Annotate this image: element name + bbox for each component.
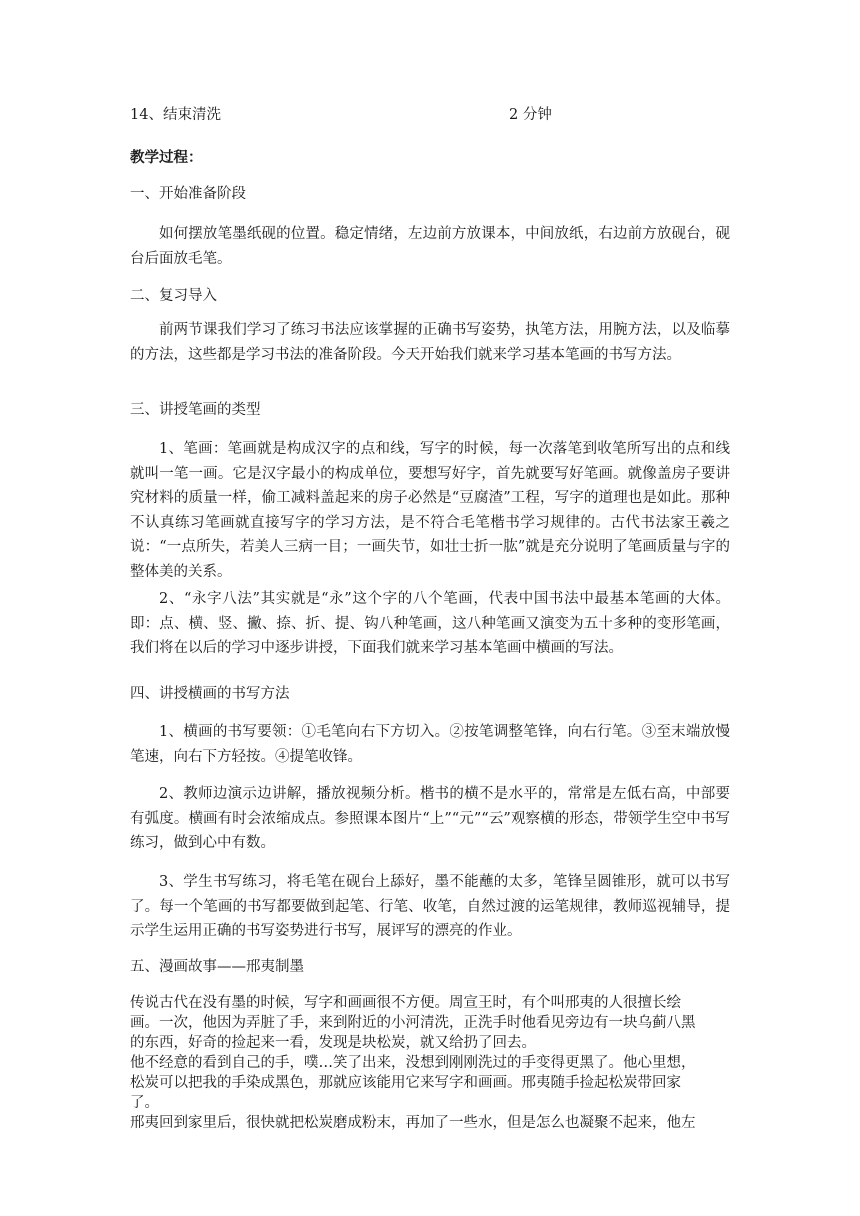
section-5-heading: 五、漫画故事——邢夷制墨: [130, 959, 304, 975]
process-heading: 教学过程：: [130, 149, 203, 166]
item-14-duration: 2 分钟: [509, 107, 552, 123]
story-line: 松炭可以把我的手染成黑色，那就应该能用它来写字和画画。邢夷随手捡起松炭带回家: [130, 1075, 681, 1091]
section-1-heading: 一、开始准备阶段: [130, 186, 246, 202]
section-4-heading: 四、讲授横画的书写方法: [130, 686, 290, 702]
story-text: [130, 993, 736, 1133]
story-line: 画。一次，他因为弄脏了手，来到附近的小河清洗，正洗手时他看见旁边有一块乌蓟八黑: [130, 1015, 696, 1031]
section-2-heading: 二、复习导入: [130, 288, 217, 304]
section-3-heading: 三、讲授笔画的类型: [130, 402, 261, 418]
section-4-paragraph-2: 2、教师边演示边讲解，播放视频分析。楷书的横不是水平的，常常是左低右高，中部要有弧度。横画有时会浓缩成点。参照课本图片“上”“元”“云”观察横的形态，带领学生空中书写练习，做到心中有数。: [130, 786, 730, 851]
section-1-paragraph: 如何摆放笔墨纸砚的位置。稳定情绪，左边前方放课本，中间放纸，右边前方放砚台，砚台后面放毛笔。: [130, 226, 730, 267]
item-14-label: 14、结束清洗: [130, 107, 221, 123]
section-3-paragraph-1: 1、笔画：笔画就是构成汉字的点和线，写字的时候，每一次落笔到收笔所写出的点和线就叫一笔一画。它是汉字最小的构成单位，要想写好字，首先就要写好笔画。就像盖房子要讲究材料的质量一样，偷工减料盖起来的房子必然是“豆腐渣”工程，写字的道理也是如此。那种不认真练习笔画就直接写字的学习方法，是不符合毛笔楷书学习规律的。古代书法家王羲之说：“一点所失，若美人三病一目；一画失节，如壮士折一肱”就是充分说明了笔画质量与字的整体美的关系。: [130, 441, 730, 580]
story-line: 他不经意的看到自己的手，噗…笑了出来，没想到刚刚洗过的手变得更黑了。他心里想，: [130, 1055, 696, 1071]
story-line: 邢夷回到家里后，很快就把松炭磨成粉末，再加了一些水，但是怎么也凝聚不起来，他左: [130, 1115, 696, 1131]
section-2-paragraph: 前两节课我们学习了练习书法应该掌握的正确书写姿势，执笔方法，用腕方法，以及临摹的方法，这些都是学习书法的准备阶段。今天开始我们就来学习基本笔画的书写方法。: [130, 322, 730, 363]
story-line: 的东西，好奇的捡起来一看，发现是块松炭，就又给扔了回去。: [130, 1035, 536, 1051]
section-4-paragraph-3: 3、学生书写练习，将毛笔在砚台上舔好，墨不能蘸的太多，笔锋呈圆锥形，就可以书写了。每一个笔画的书写都要做到起笔、行笔、收笔，自然过渡的运笔规律，教师巡视辅导，提示学生运用正确的书写姿势进行书写，展评写的漂亮的作业。: [130, 874, 730, 939]
section-3-paragraph-2: 2、“永字八法”其实就是“永”这个字的八个笔画，代表中国书法中最基本笔画的大体。即：点、横、竖、撇、捺、折、提、钩八种笔画，这八种笔画又演变为五十多种的变形笔画，我们将在以后的学习中逐步讲授，下面我们就来学习基本笔画中横画的写法。: [130, 591, 730, 656]
story-line: 了。: [130, 1095, 159, 1111]
section-4-paragraph-1: 1、横画的书写要领：①毛笔向右下方切入。②按笔调整笔锋，向右行笔。③至末端放慢笔速，向右下方轻按。④提笔收锋。: [130, 724, 730, 765]
story-line: 传说古代在没有墨的时候，写字和画画很不方便。周宣王时，有个叫邢夷的人很擅长绘: [130, 995, 681, 1011]
